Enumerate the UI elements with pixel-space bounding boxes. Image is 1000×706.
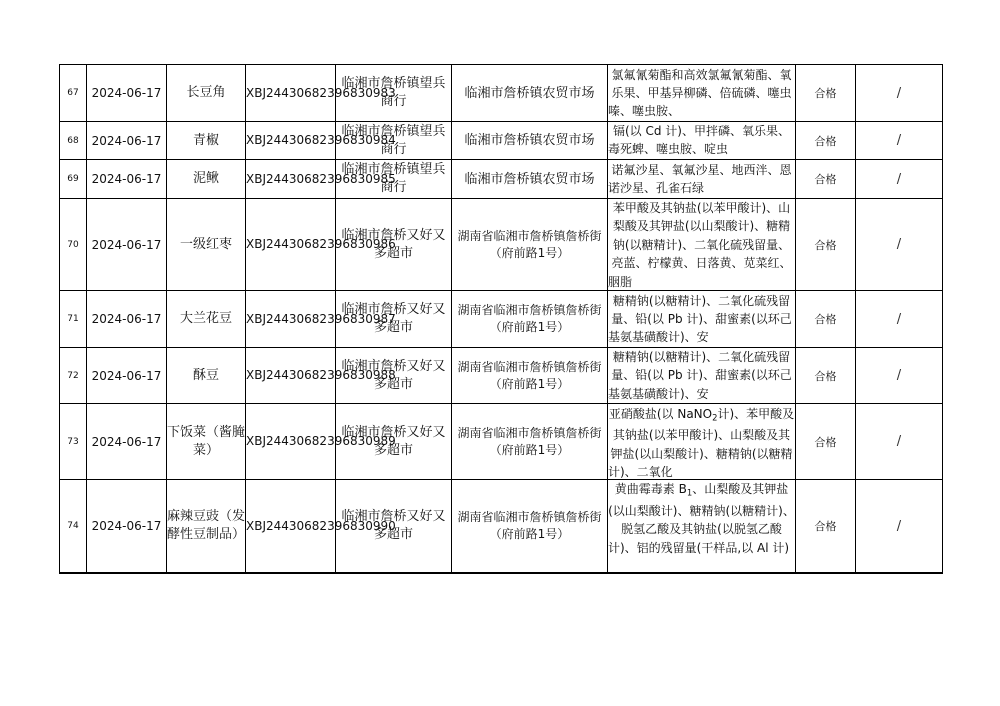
- sampled-entity: 临湘市詹桥镇望兵商行: [336, 65, 452, 122]
- sampled-entity: 临湘市詹桥又好又多超市: [336, 480, 452, 574]
- test-items: [608, 65, 796, 122]
- row-number: 72: [60, 348, 87, 404]
- product-name: 一级红枣: [167, 199, 246, 291]
- product-name: 泥鳅: [167, 160, 246, 199]
- row-number: 73: [60, 404, 87, 480]
- table-row: [60, 404, 943, 480]
- sampling-date: 2024-06-17: [87, 199, 167, 291]
- table-row: [60, 122, 943, 160]
- sample-code: XBJ24430682396830988: [246, 348, 336, 404]
- sample-code: XBJ24430682396830986: [246, 199, 336, 291]
- result-status: 合格: [796, 291, 856, 348]
- sampling-location: 湖南省临湘市詹桥镇詹桥街（府前路1号）: [452, 480, 608, 574]
- result-status: 合格: [796, 348, 856, 404]
- test-items-text: 糖精钠(以糖精计)、二氧化硫残留量、铅(以 Pb 计)、甜蜜素(以环己基氨基磺酸计)、安: [608, 350, 792, 401]
- sample-code: XBJ24430682396830987: [246, 291, 336, 348]
- sampling-date: 2024-06-17: [87, 404, 167, 480]
- sampled-entity: 临湘市詹桥又好又多超市: [336, 404, 452, 480]
- row-number: 70: [60, 199, 87, 291]
- test-items-text: 苯甲酸及其钠盐(以苯甲酸计)、山梨酸及其钾盐(以山梨酸计)、糖精钠(以糖精计)、二氧化硫残留量、亮蓝、柠檬黄、日落黄、苋菜红、胭脂: [608, 201, 792, 289]
- row-number: 71: [60, 291, 87, 348]
- sampling-location: 临湘市詹桥镇农贸市场: [452, 122, 608, 160]
- product-name: 长豆角: [167, 65, 246, 122]
- sample-code: XBJ24430682396830984: [246, 122, 336, 160]
- sampling-location: 湖南省临湘市詹桥镇詹桥街（府前路1号）: [452, 348, 608, 404]
- result-status: 合格: [796, 122, 856, 160]
- table-row: [60, 65, 943, 122]
- product-name: 青椒: [167, 122, 246, 160]
- sampled-entity: 临湘市詹桥又好又多超市: [336, 348, 452, 404]
- remarks: /: [856, 122, 943, 160]
- sampled-entity: 临湘市詹桥又好又多超市: [336, 199, 452, 291]
- row-number: 68: [60, 122, 87, 160]
- remarks: /: [856, 348, 943, 404]
- test-items-text: [608, 480, 795, 572]
- product-name: 下饭菜（酱腌菜）: [167, 404, 246, 480]
- test-items-text: 糖精钠(以糖精计)、二氧化硫残留量、铅(以 Pb 计)、甜蜜素(以环己基氨基磺酸计)、安: [608, 293, 792, 345]
- result-status: 合格: [796, 480, 856, 574]
- sampling-location: 临湘市詹桥镇农贸市场: [452, 65, 608, 122]
- sampling-location: 湖南省临湘市詹桥镇詹桥街（府前路1号）: [452, 404, 608, 480]
- sampling-location: 临湘市詹桥镇农贸市场: [452, 160, 608, 199]
- sampling-date: 2024-06-17: [87, 480, 167, 574]
- table-row: [60, 199, 943, 291]
- test-items: [608, 122, 796, 160]
- test-items: [608, 291, 796, 348]
- test-items-text: 诺氟沙星、氧氟沙星、地西泮、恩诺沙星、孔雀石绿: [608, 162, 792, 195]
- table-row: [60, 480, 943, 574]
- test-items-text-part: 计)、苯甲酸及其钠盐(以苯甲酸计)、山梨酸及其钾盐(以山梨酸计)、糖精钠(以糖精计)、二氧化: [608, 406, 795, 480]
- sampling-date: 2024-06-17: [87, 65, 167, 122]
- remarks: /: [856, 199, 943, 291]
- sample-code: XBJ24430682396830990: [246, 480, 336, 574]
- row-number: 69: [60, 160, 87, 199]
- product-name: 酥豆: [167, 348, 246, 404]
- result-status: 合格: [796, 65, 856, 122]
- test-items: [608, 160, 796, 199]
- test-items: [608, 480, 796, 574]
- test-items-text: 镉(以 Cd 计)、甲拌磷、氧乐果、毒死蜱、噻虫胺、啶虫: [608, 124, 790, 157]
- inspection-results-table: [59, 64, 943, 574]
- sampling-date: 2024-06-17: [87, 291, 167, 348]
- test-items: [608, 348, 796, 404]
- remarks: /: [856, 160, 943, 199]
- sampling-date: 2024-06-17: [87, 348, 167, 404]
- sample-code: XBJ24430682396830983: [246, 65, 336, 122]
- product-name: 大兰花豆: [167, 291, 246, 348]
- result-status: 合格: [796, 160, 856, 199]
- sampled-entity: 临湘市詹桥又好又多超市: [336, 291, 452, 348]
- test-items: [608, 404, 796, 480]
- sampling-date: 2024-06-17: [87, 122, 167, 160]
- sample-code: XBJ24430682396830989: [246, 404, 336, 480]
- sampling-location: 湖南省临湘市詹桥镇詹桥街（府前路1号）: [452, 199, 608, 291]
- subscript: 1: [686, 487, 693, 498]
- result-status: 合格: [796, 404, 856, 480]
- row-number: 67: [60, 65, 87, 122]
- sampled-entity: 临湘市詹桥镇望兵商行: [336, 122, 452, 160]
- product-name: 麻辣豆豉（发酵性豆制品）: [167, 480, 246, 574]
- sampled-entity: 临湘市詹桥镇望兵商行: [336, 160, 452, 199]
- table-row: [60, 160, 943, 199]
- test-items-text-part: 黄曲霉毒素 B: [614, 482, 687, 496]
- test-items-text-part: 、山梨酸及其钾盐(以山梨酸计)、糖精钠(以糖精计)、脱氢乙酸及其钠盐(以脱氢乙酸计)、铝的残留量(干样品,以 Al 计): [608, 482, 795, 555]
- test-items-text-part: 亚硝酸盐(以 NaNO: [608, 406, 713, 421]
- test-items-text: 氯氟氰菊酯和高效氯氟氰菊酯、氧乐果、甲基异柳磷、倍硫磷、噻虫嗪、噻虫胺、: [608, 67, 792, 119]
- row-number: 74: [60, 480, 87, 574]
- remarks: /: [856, 404, 943, 480]
- sampling-location: 湖南省临湘市詹桥镇詹桥街（府前路1号）: [452, 291, 608, 348]
- table-row: [60, 291, 943, 348]
- remarks: /: [856, 65, 943, 122]
- table-row: [60, 348, 943, 404]
- remarks: /: [856, 480, 943, 574]
- sampling-date: 2024-06-17: [87, 160, 167, 199]
- subscript: 2: [712, 412, 718, 423]
- remarks: /: [856, 291, 943, 348]
- test-items: [608, 199, 796, 291]
- sample-code: XBJ24430682396830985: [246, 160, 336, 199]
- test-items-text: [608, 405, 795, 479]
- result-status: 合格: [796, 199, 856, 291]
